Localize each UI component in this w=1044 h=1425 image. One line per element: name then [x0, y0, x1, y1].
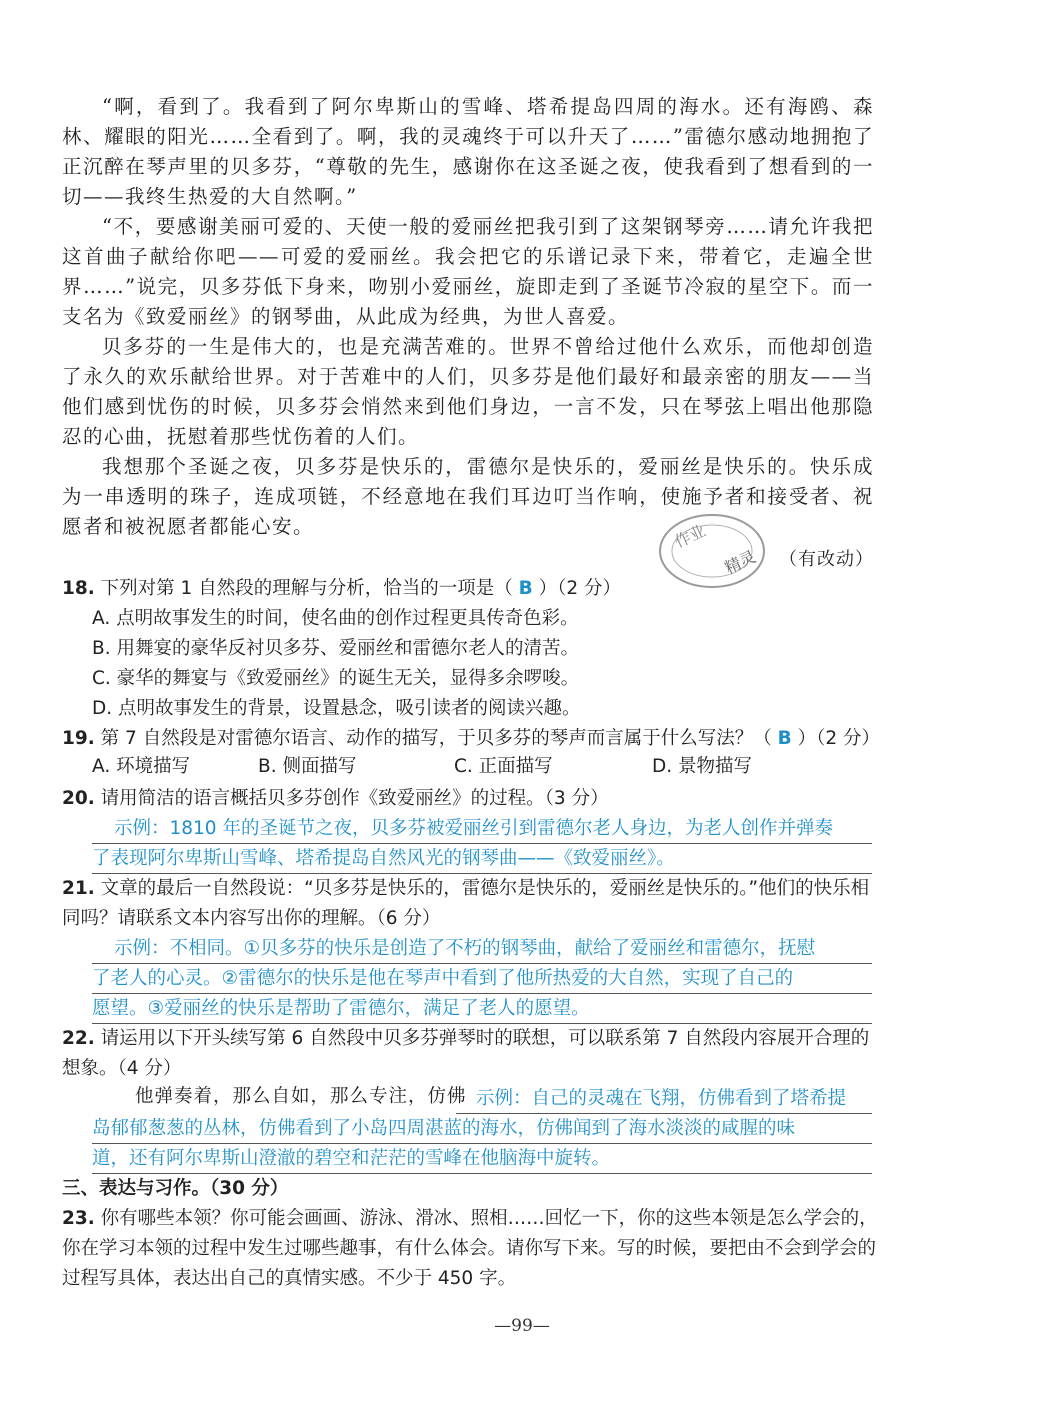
question-18-option-c: C. 豪华的舞宴与《致爱丽丝》的诞生无关，显得多余啰唆。	[92, 668, 580, 689]
question-21-stem: 文章的最后一自然段说：“贝多芬是快乐的，雷德尔是快乐的，爱丽丝是快乐的。”他们的快乐相同吗？请联系文本内容写出你的理解。（6 分）	[62, 878, 870, 929]
answer-line: 愿望。③爱丽丝的快乐是帮助了雷德尔，满足了老人的愿望。	[92, 994, 872, 1024]
passage-paragraph-4: 我想那个圣诞之夜，贝多芬是快乐的，雷德尔是快乐的，爱丽丝是快乐的。快乐成为一串透明的珠子，连成项链，不经意地在我们耳边叮当作响，使施予者和接受者、祝愿者和被祝愿者都能心安。	[62, 455, 874, 538]
passage-paragraph-2: “不，要感谢美丽可爱的、天使一般的爱丽丝把我引到了这架钢琴旁……请允许我把这首曲子献给你吧——可爱的爱丽丝。我会把它的乐谱记录下来，带着它，走遍全世界……”说完，贝多芬低下身来，吻别小爱丽丝，旋即走到了圣诞节冷寂的星空下。而一支名为《致爱丽丝》的钢琴曲，从此成为经典，为世人喜爱。	[62, 215, 874, 328]
svg-text:作业: 作业	[671, 520, 709, 552]
question-18-option-d: D. 点明故事发生的背景，设置悬念，吸引读者的阅读兴趣。	[92, 698, 581, 719]
page-number: —99—	[494, 1316, 550, 1336]
question-22-stem: 请运用以下开头续写第 6 自然段中贝多芬弹琴时的联想，可以联系第 7 自然段内容展开合理的想象。（4 分）	[62, 1028, 870, 1079]
answer-line: 示例：自己的灵魂在飞翔，仿佛看到了塔希提	[456, 1084, 872, 1114]
question-18-tail: ）（2 分）	[538, 578, 622, 599]
question-19	[62, 724, 882, 754]
question-21-answer	[92, 934, 872, 1024]
question-21-number: 21.	[62, 878, 95, 899]
question-18-stem: 下列对第 1 自然段的理解与分析，恰当的一项是（	[100, 578, 513, 599]
question-23	[62, 1204, 882, 1294]
answer-line: 了表现阿尔卑斯山雪峰、塔希提岛自然风光的钢琴曲——《致爱丽丝》。	[92, 844, 872, 874]
question-23-stem: 你有哪些本领？你可能会画画、游泳、滑冰、照相……回忆一下，你的这些本领是怎么学会的，你在学习本领的过程中发生过哪些趣事，有什么体会。请你写下来。写的时候，要把由不会到学会的过程写具体，表达出自己的真情实感。不少于 450 字。	[62, 1208, 878, 1289]
passage-paragraph-1: “啊，看到了。我看到了阿尔卑斯山的雪峰、塔希提岛四周的海水。还有海鸥、森林、耀眼的阳光……全看到了。啊，我的灵魂终于可以升天了……”雷德尔感动地拥抱了正沉醉在琴声里的贝多芬，“尊敬的先生，感谢你在这圣诞之夜，使我看到了想看到的一切——我终生热爱的大自然啊。”	[62, 95, 874, 208]
question-22	[62, 1024, 882, 1084]
question-20-stem: 请用简洁的语言概括贝多芬创作《致爱丽丝》的过程。（3 分）	[100, 788, 609, 809]
answer-line: 示例：1810 年的圣诞节之夜，贝多芬被爱丽丝引到雷德尔老人身边，为老人创作并弹奏	[92, 814, 872, 844]
question-22-lead: 他弹奏着，那么自如，那么专注，仿佛	[135, 1086, 467, 1107]
question-19-number: 19.	[62, 728, 95, 749]
question-19-answer: B	[777, 728, 792, 749]
source-note: （有改动）	[779, 549, 874, 570]
question-19-tail: ）（2 分）	[797, 728, 881, 749]
question-22-answer-rest	[92, 1114, 872, 1174]
question-19-option-c: C. 正面描写	[454, 756, 553, 777]
question-23-number: 23.	[62, 1208, 95, 1229]
answer-line: 岛郁郁葱葱的丛林，仿佛看到了小岛四周湛蓝的海水，仿佛闻到了海水淡淡的咸腥的味	[92, 1114, 872, 1144]
question-20	[62, 784, 882, 814]
question-21	[62, 874, 882, 934]
question-20-number: 20.	[62, 788, 95, 809]
passage-paragraph-3: 贝多芬的一生是伟大的，也是充满苦难的。世界不曾给过他什么欢乐，而他却创造了永久的欢乐献给世界。对于苦难中的人们，贝多芬是他们最好和最亲密的朋友——当他们感到忧伤的时候，贝多芬会悄然来到他们身边，一言不发，只在琴弦上唱出他那隐忍的心曲，抚慰着那些忧伤着的人们。	[62, 335, 874, 448]
question-18-option-b: B. 用舞宴的豪华反衬贝多芬、爱丽丝和雷德尔老人的清苦。	[92, 638, 579, 659]
question-22-number: 22.	[62, 1028, 95, 1049]
question-20-answer	[92, 814, 872, 874]
svg-text:精灵: 精灵	[721, 546, 759, 578]
question-19-stem: 第 7 自然段是对雷德尔语言、动作的描写，于贝多芬的琴声而言属于什么写法？（	[100, 728, 772, 749]
question-18-answer: B	[518, 578, 533, 599]
question-19-option-b: B. 侧面描写	[258, 756, 357, 777]
question-19-option-d: D. 景物描写	[652, 756, 753, 777]
answer-line: 道，还有阿尔卑斯山澄澈的碧空和茫茫的雪峰在他脑海中旋转。	[92, 1144, 872, 1174]
question-19-option-a: A. 环境描写	[92, 756, 191, 777]
question-22-answer-first	[456, 1084, 872, 1114]
question-18-number: 18.	[62, 578, 95, 599]
section-3-title: 三、表达与习作。（30 分）	[62, 1178, 289, 1199]
answer-line: 了老人的心灵。②雷德尔的快乐是他在琴声中看到了他所热爱的大自然，实现了自己的	[92, 964, 872, 994]
question-18-option-a: A. 点明故事发生的时间，使名曲的创作过程更具传奇色彩。	[92, 608, 579, 629]
question-18	[62, 574, 882, 604]
answer-line: 示例：不相同。①贝多芬的快乐是创造了不朽的钢琴曲，献给了爱丽丝和雷德尔，抚慰	[92, 934, 872, 964]
